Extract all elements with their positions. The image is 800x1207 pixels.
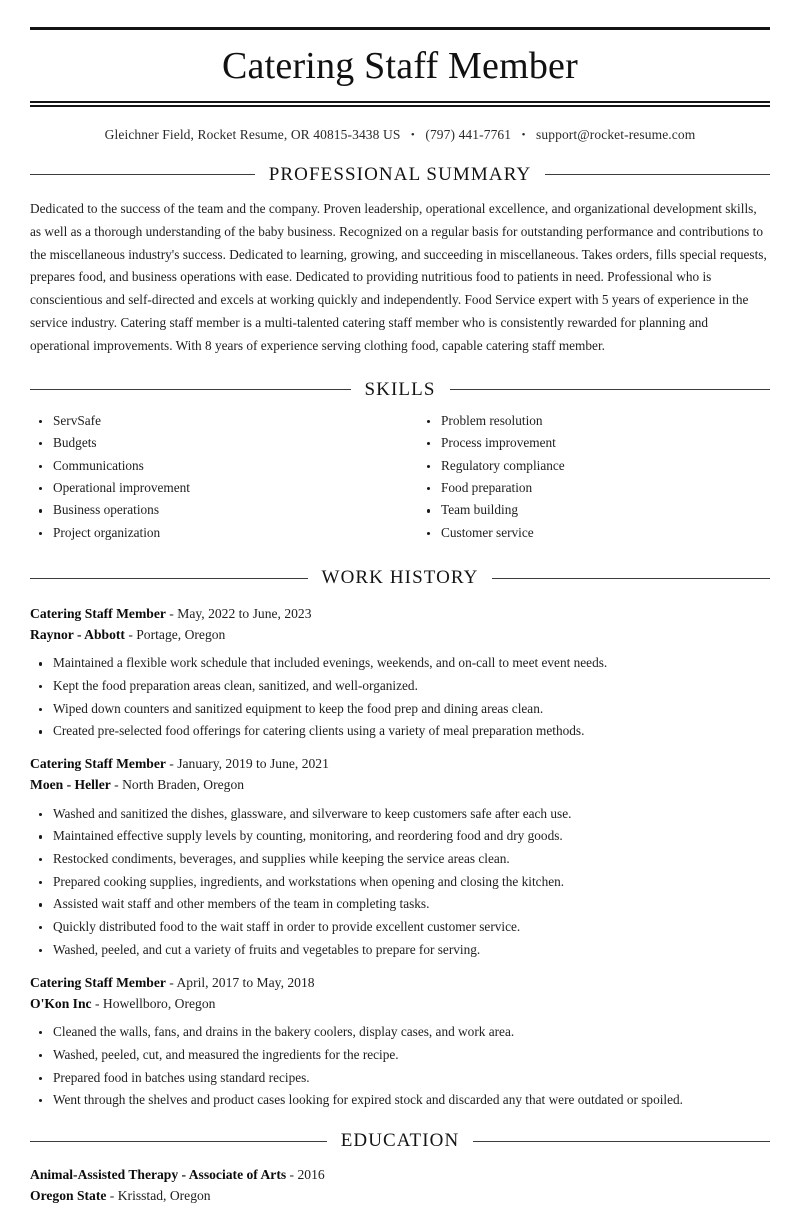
employer-and-location: Raynor - Abbott - Portage, Oregon [30, 626, 226, 642]
section-rule-left [30, 578, 308, 579]
skills-list-left [30, 412, 400, 542]
job-location: Howellboro, Oregon [102, 995, 216, 1011]
skills-column-left [30, 412, 400, 546]
employer-name: Moen - Heller [30, 777, 111, 793]
graduation-year: 2016 [297, 1167, 325, 1183]
job-location: Portage, Oregon [136, 626, 226, 642]
list-item: Assisted wait staff and other members of the team in completing tasks. [30, 895, 770, 913]
list-item: Washed and sanitized the dishes, glassware, and silverware to keep customers safe after each use. [30, 805, 770, 823]
list-item: Restocked condiments, beverages, and supplies while keeping the service areas clean. [30, 850, 770, 868]
list-item: Communications [30, 457, 400, 475]
job-responsibilities-list [30, 654, 770, 740]
education-entry [30, 1165, 770, 1206]
list-item: Cleaned the walls, fans, and drains in the bakery coolers, display cases, and work area. [30, 1023, 770, 1041]
list-item: Wiped down counters and sanitized equipment to keep the food prep and dining areas clean. [30, 700, 770, 718]
job-title: Catering Staff Member [30, 606, 166, 622]
list-item: Created pre-selected food offerings for catering clients using a variety of meal preparation methods. [30, 722, 770, 740]
skills-columns [30, 412, 770, 546]
work-history-entry [30, 604, 770, 740]
job-responsibilities-list [30, 1023, 770, 1109]
job-title: Catering Staff Member [30, 756, 166, 772]
section-header-work-history [30, 567, 770, 589]
section-rule-right [545, 174, 770, 175]
contact-line [30, 127, 770, 143]
employer-and-location: O'Kon Inc - Howellboro, Oregon [30, 995, 216, 1011]
skills-column-right [400, 412, 770, 546]
employer-name: O'Kon Inc [30, 995, 92, 1011]
header-bottom-double-rule [30, 101, 770, 107]
contact-email: support@rocket-resume.com [536, 126, 696, 142]
job-dates: May, 2022 to June, 2023 [177, 606, 312, 622]
section-rule-left [30, 389, 351, 390]
list-item: Kept the food preparation areas clean, sanitized, and well-organized. [30, 677, 770, 695]
resume-page [0, 27, 800, 1203]
section-rule-right [450, 389, 771, 390]
list-item: Problem resolution [418, 412, 770, 430]
skills-list-right [418, 412, 770, 542]
list-item: Quickly distributed food to the wait staff in order to provide excellent customer service. [30, 918, 770, 936]
section-header-education [30, 1130, 770, 1152]
school-location: Krisstad, Oregon [117, 1187, 211, 1203]
job-title: Catering Staff Member [30, 974, 166, 990]
contact-separator-1: • [410, 128, 415, 141]
job-dates: January, 2019 to June, 2021 [177, 756, 329, 772]
list-item: Customer service [418, 524, 770, 542]
contact-address: Gleichner Field, Rocket Resume, OR 40815-3438 US [104, 126, 401, 142]
section-title-education: EDUCATION [340, 1130, 460, 1152]
list-item: Project organization [30, 524, 400, 542]
job-title-and-dates: Catering Staff Member - January, 2019 to June, 2021 [30, 756, 329, 772]
employer-and-location: Moen - Heller - North Braden, Oregon [30, 777, 245, 793]
contact-separator-2: • [521, 128, 526, 141]
job-title-and-dates: Catering Staff Member - May, 2022 to June, 2023 [30, 606, 312, 622]
section-rule-left [30, 1141, 327, 1142]
section-header-professional-summary [30, 164, 770, 186]
school-name: Oregon State [30, 1187, 107, 1203]
section-rule-left [30, 174, 255, 175]
section-rule-right [473, 1141, 770, 1142]
work-history-entry [30, 973, 770, 1109]
degree-program: Animal-Assisted Therapy - Associate of Arts [30, 1167, 287, 1183]
list-item: Washed, peeled, and cut a variety of fruits and vegetables to prepare for serving. [30, 941, 770, 959]
resume-title: Catering Staff Member [222, 45, 578, 87]
list-item: Prepared cooking supplies, ingredients, and workstations when opening and closing the kitchen. [30, 873, 770, 891]
degree-and-year: Animal-Assisted Therapy - Associate of Arts - 2016 [30, 1167, 325, 1183]
section-title-work-history: WORK HISTORY [321, 567, 479, 589]
professional-summary-text: Dedicated to the success of the team and the company. Proven leadership, operational excellence, and organizational development skills, as well as a thorough understanding of the baby business. Recognized on a regular basis for outstanding performance and contributions to the miscellaneous industry's success. Dedicated to learning, growing, and succeeding in miscellaneous. Takes orders, fills special requests, prepares food, and business operations with ease. Dedicated to providing nutritious food to patients in need. Professional who is conscientious and self-directed and excels at working quickly and independently. Food Service expert with 5 years of experience in the service industry. Catering staff member is a multi-talented catering staff member who is consistently rewarded for planning and operational improvements. With 8 years of experience serving clothing food, capable catering staff member. [30, 200, 767, 353]
section-title-professional-summary: PROFESSIONAL SUMMARY [268, 163, 532, 185]
job-title-and-dates: Catering Staff Member - April, 2017 to May, 2018 [30, 974, 315, 990]
list-item: Went through the shelves and product cases looking for expired stock and discarded any that were outdated or spoiled. [30, 1091, 770, 1109]
work-history-entries [30, 604, 770, 1109]
section-header-skills [30, 379, 770, 401]
header-top-rule [30, 27, 770, 30]
section-rule-right [492, 578, 770, 579]
job-responsibilities-list [30, 805, 770, 959]
employer-name: Raynor - Abbott [30, 626, 125, 642]
section-title-skills: SKILLS [364, 378, 436, 400]
list-item: Maintained effective supply levels by counting, monitoring, and reordering food and dry goods. [30, 827, 770, 845]
work-history-entry [30, 754, 770, 958]
job-location: North Braden, Oregon [122, 777, 245, 793]
list-item: Prepared food in batches using standard recipes. [30, 1069, 770, 1087]
list-item: Regulatory compliance [418, 457, 770, 475]
list-item: Budgets [30, 434, 400, 452]
list-item: Washed, peeled, cut, and measured the ingredients for the recipe. [30, 1046, 770, 1064]
list-item: Operational improvement [30, 479, 400, 497]
school-and-location: Oregon State - Krisstad, Oregon [30, 1187, 211, 1203]
list-item: ServSafe [30, 412, 400, 430]
list-item: Business operations [30, 501, 400, 519]
list-item: Maintained a flexible work schedule that included evenings, weekends, and on-call to meet event needs. [30, 654, 770, 672]
list-item: Team building [418, 501, 770, 519]
education-entries [30, 1165, 770, 1206]
list-item: Food preparation [418, 479, 770, 497]
contact-phone: (797) 441-7761 [425, 126, 512, 142]
job-dates: April, 2017 to May, 2018 [176, 974, 315, 990]
list-item: Process improvement [418, 434, 770, 452]
